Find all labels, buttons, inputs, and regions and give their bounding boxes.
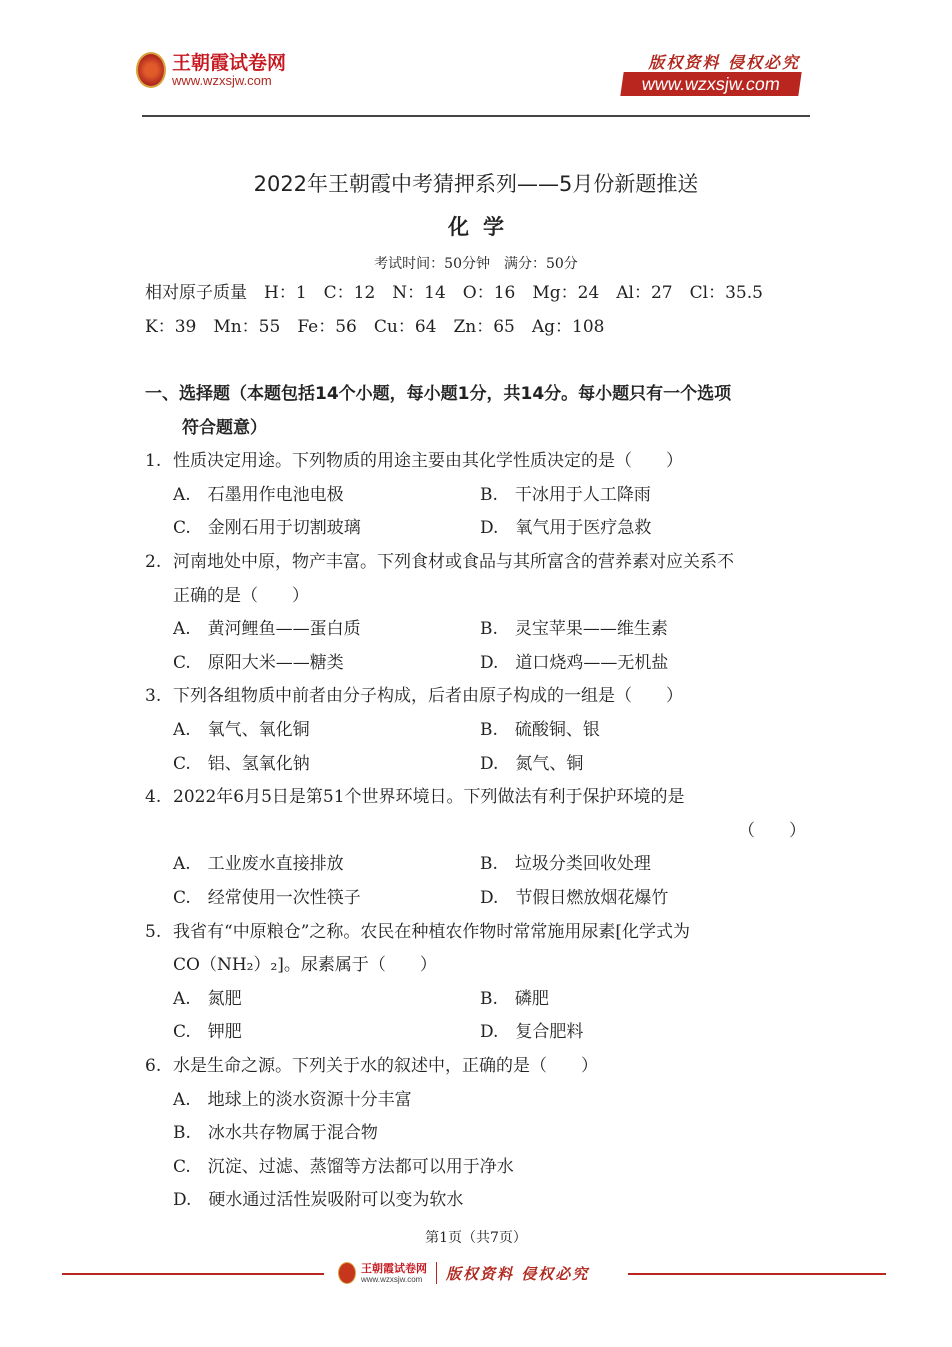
question-number: 1. (145, 451, 162, 472)
atomic-mass-line: K：39 Mn：55 Fe：56 Cu：64 Zn：65 Ag：108 (145, 316, 605, 337)
footer-url: www.wzxsjw.com (361, 1274, 423, 1284)
answer-option: C. 铝、氢氧化钠 (173, 753, 310, 774)
question-stem: 下列各组物质中前者由分子构成，后者由原子构成的一组是（ ） (173, 686, 683, 707)
copyright-notice: 版权资料 侵权必究 (648, 53, 800, 72)
question-stem: 正确的是（ ） (173, 585, 309, 606)
question-stem: 水是生命之源。下列关于水的叙述中，正确的是（ ） (173, 1056, 598, 1076)
question-stem: 河南地处中原，物产丰富。下列食材或食品与其所富含的营养素对应关系不 (173, 552, 734, 572)
answer-option: D. 节假日燃放烟花爆竹 (480, 888, 669, 908)
answer-option: B. 垃圾分类回收处理 (480, 854, 651, 875)
question-number: 2. (145, 552, 162, 572)
answer-option: A. 地球上的淡水资源十分丰富 (173, 1089, 412, 1110)
answer-option: B. 灵宝苹果——维生素 (480, 619, 668, 640)
question-number: 3. (145, 686, 162, 707)
footer-separator (436, 1262, 437, 1284)
footer-rule-left (62, 1273, 324, 1275)
answer-bracket: （ ） (738, 820, 806, 841)
answer-option: A. 氮肥 (173, 988, 242, 1009)
page-number: 第1页（共7页） (425, 1230, 527, 1246)
footer-brand: 王朝霞试卷网 (361, 1261, 427, 1275)
question-stem: 2022年6月5日是第51个世界环境日。下列做法有利于保护环境的是 (173, 787, 685, 808)
url-banner: www.wzxsjw.com (620, 72, 801, 96)
brand-name: 王朝霞试卷网 (172, 52, 287, 74)
answer-option: B. 冰水共存物属于混合物 (173, 1123, 378, 1144)
answer-option: C. 钾肥 (173, 1022, 242, 1043)
answer-option: D. 氮气、铜 (480, 753, 584, 774)
answer-option: A. 黄河鲤鱼——蛋白质 (173, 619, 361, 640)
answer-option: D. 道口烧鸡——无机盐 (480, 652, 669, 673)
footer-logo (338, 1262, 589, 1284)
answer-option: C. 沉淀、过滤、蒸馏等方法都可以用于净水 (173, 1156, 514, 1177)
header-divider (142, 115, 810, 117)
answer-option: C. 金刚石用于切割玻璃 (173, 518, 361, 539)
answer-option: B. 硫酸铜、银 (480, 720, 600, 740)
site-logo (136, 52, 286, 88)
question-number: 5. (145, 921, 162, 942)
answer-option: D. 复合肥料 (480, 1022, 584, 1043)
question-stem: 性质决定用途。下列物质的用途主要由其化学性质决定的是（ ） (173, 451, 683, 472)
seal-icon (136, 52, 166, 88)
answer-option: C. 经常使用一次性筷子 (173, 888, 361, 908)
brand-url: www.wzxsjw.com (172, 73, 272, 88)
answer-option: B. 干冰用于人工降雨 (480, 484, 651, 505)
answer-option: D. 氧气用于医疗急救 (480, 518, 652, 539)
exam-info: 考试时间：50分钟 满分：50分 (374, 256, 578, 272)
footer-copyright: 版权资料 侵权必究 (446, 1264, 590, 1283)
answer-option: A. 石墨用作电池电极 (173, 484, 344, 505)
answer-option: D. 硬水通过活性炭吸附可以变为软水 (173, 1190, 464, 1211)
subject-title: 化学 (448, 215, 518, 239)
answer-option: B. 磷肥 (480, 988, 549, 1009)
section-heading: 符合题意） (182, 417, 267, 438)
answer-option: A. 氧气、氧化铜 (173, 720, 310, 740)
question-stem: 我省有“中原粮仓”之称。农民在种植农作物时常常施用尿素[化学式为 (173, 921, 691, 942)
section-heading: 一、选择题（本题包括14个小题，每小题1分，共14分。每小题只有一个选项 (145, 384, 732, 404)
atomic-mass-line: 相对原子质量 H：1 C：12 N：14 O：16 Mg：24 Al：27 Cl：35.5 (145, 283, 763, 303)
answer-option: C. 原阳大米——糖类 (173, 652, 344, 673)
question-number: 4. (145, 787, 162, 808)
question-stem: CO（NH₂）₂]。尿素属于（ ） (173, 955, 437, 976)
answer-option: A. 工业废水直接排放 (173, 854, 344, 875)
question-number: 6. (145, 1056, 162, 1076)
seal-icon (338, 1262, 356, 1284)
footer-rule-right (628, 1273, 886, 1275)
page-title: 2022年王朝霞中考猜押系列——5月份新题推送 (253, 172, 699, 196)
